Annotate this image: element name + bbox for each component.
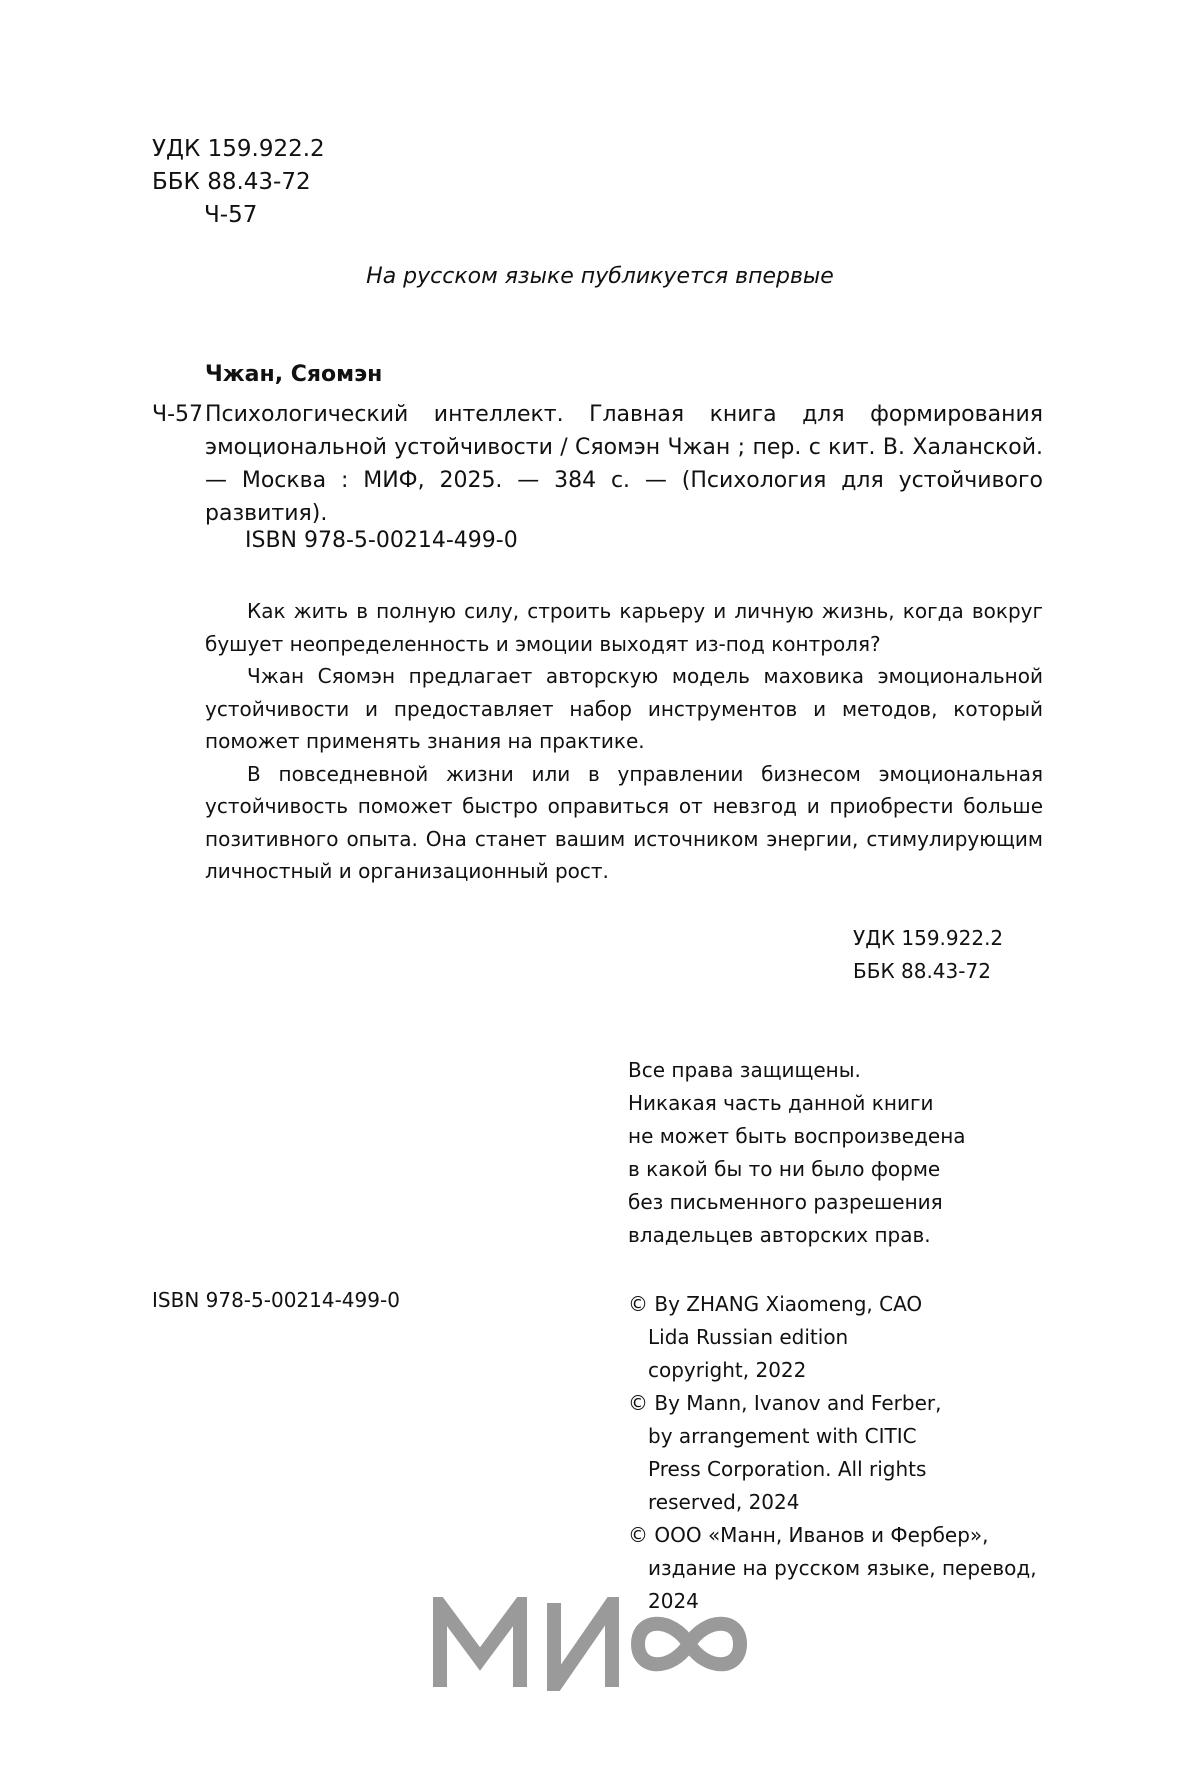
bibliographic-description: Психологический интеллект. Главная книга для формирования эмоциональной устойчивости / Сяомэн Чжан ; пер. с кит. В. Халанской. — Москва : МИФ, 2025. — 384 с. — (Психология для устойчивого развития).: [205, 402, 1043, 526]
udk-code-right: УДК 159.922.2: [853, 926, 1004, 950]
bbk-code: ББК 88.43-72: [152, 169, 311, 195]
rights-line: владельцев авторских прав.: [628, 1223, 931, 1247]
first-publication-note: На русском языке публикуется впервые: [366, 264, 834, 289]
author-mark: Ч-57: [204, 202, 258, 228]
isbn-bottom: ISBN 978-5-00214-499-0: [152, 1288, 400, 1312]
annotation-paragraph: В повседневной жизни или в управлении бизнесом эмоциональная устойчивость поможет быстро оправиться от невзгод и приобрести больше позитивного опыта. Она станет вашим источником энергии, стимулирующим личностный и организационный рост.: [205, 761, 1043, 883]
copyright-item: © By ZHANG Xiaomeng, CAO Lida Russian edition copyright, 2022: [628, 1292, 923, 1382]
author-mark-label: Ч-57: [152, 402, 204, 427]
rights-line: в какой бы то ни было форме: [628, 1157, 941, 1181]
classification-block: [152, 133, 325, 232]
rights-notice: [628, 1054, 966, 1252]
annotation-paragraph: Чжан Сяомэн предлагает авторскую модель маховика эмоциональной устойчивости и предоставляет набор инструментов и методов, который поможет применять знания на практике.: [205, 664, 1043, 753]
rights-line: Все права защищены.: [628, 1058, 861, 1082]
rights-line: без письменного разрешения: [628, 1190, 943, 1214]
classification-right: [853, 922, 1003, 988]
mif-logo: [432, 1597, 762, 1691]
bbk-code-right: ББК 88.43-72: [853, 959, 991, 983]
annotation-paragraph: Как жить в полную силу, строить карьеру и личную жизнь, когда вокруг бушует неопределенность и эмоции выходят из-под контроля?: [205, 599, 1043, 656]
copyright-item: © ООО «Манн, Иванов и Фербер», издание на русском языке, перевод, 2024: [628, 1523, 1037, 1613]
udk-code: УДК 159.922.2: [152, 136, 325, 162]
rights-line: Никакая часть данной книги: [628, 1091, 934, 1115]
annotation: [205, 595, 1043, 888]
author-heading: Чжан, Сяомэн: [205, 362, 383, 387]
rights-line: не может быть воспроизведена: [628, 1124, 966, 1148]
isbn-main: ISBN 978-5-00214-499-0: [245, 528, 518, 553]
copyright-item: © By Mann, Ivanov and Ferber, by arrangement with CITIC Press Corporation. All rights reserved, 2024: [628, 1391, 942, 1514]
copyright-block: [628, 1288, 1068, 1618]
